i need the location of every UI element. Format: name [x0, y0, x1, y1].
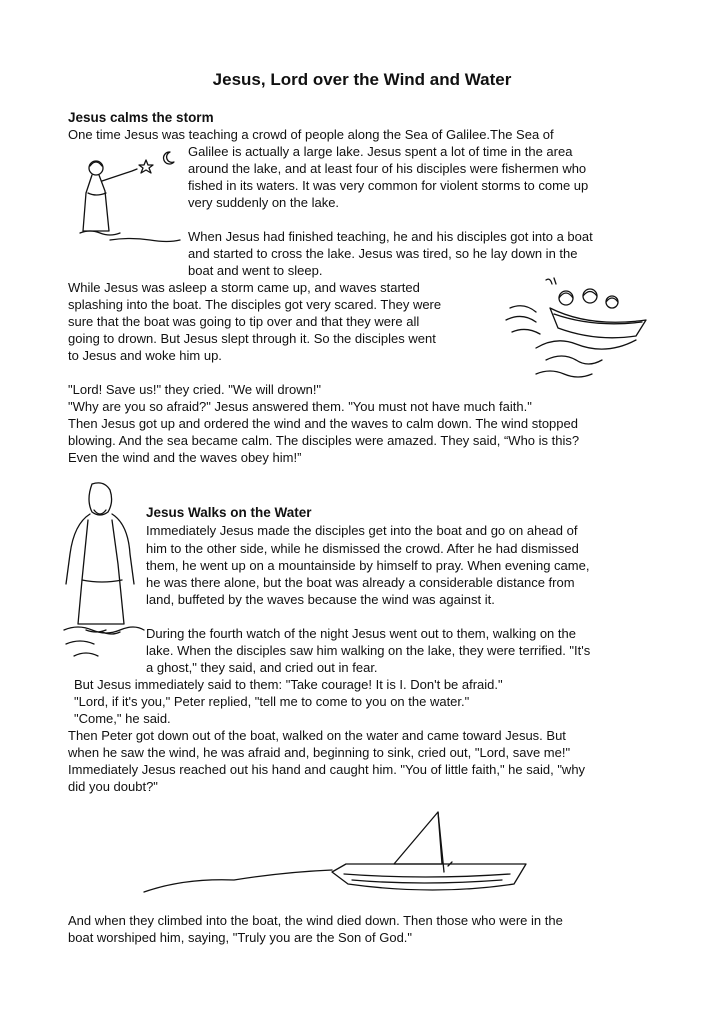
- text-line: Even the wind and the waves obey him!”: [68, 450, 302, 465]
- storm-boat-illustration: [506, 278, 656, 382]
- jesus-walking-illustration: [62, 480, 146, 660]
- text-line: to Jesus and woke him up.: [68, 348, 222, 363]
- text-line: blowing. And the sea became calm. The disciples were amazed. They said, “Who is this?: [68, 433, 580, 448]
- text-line: going to drown. But Jesus slept through it. So the disciples went: [68, 331, 436, 346]
- text-line: boat and went to sleep.: [188, 263, 323, 278]
- text-line: "Lord, if it's you," Peter replied, "tell me to come to you on the water.": [74, 694, 470, 709]
- text-line: Immediately Jesus reached out his hand and caught him. "You of little faith," he said, "why: [68, 762, 586, 777]
- text-line: Then Jesus got up and ordered the wind and the waves to calm down. The wind stopped: [68, 416, 578, 431]
- text-line: "Lord! Save us!" they cried. "We will drown!": [68, 382, 322, 397]
- text-line: splashing into the boat. The disciples got very scared. They were: [68, 297, 442, 312]
- text-line: lake. When the disciples saw him walking on the lake, they were terrified. "It's: [146, 643, 591, 658]
- text-line: Galilee is actually a large lake. Jesus spent a lot of time in the area: [188, 144, 573, 159]
- page-title: Jesus, Lord over the Wind and Water: [212, 70, 512, 89]
- text-line: and started to cross the lake. Jesus was tired, so he lay down in the: [188, 246, 578, 261]
- text-line: did you doubt?": [68, 779, 158, 794]
- text-line: Then Peter got down out of the boat, walked on the water and came toward Jesus. But: [68, 728, 566, 743]
- text-line: But Jesus immediately said to them: "Take courage! It is I. Don't be afraid.": [74, 677, 503, 692]
- text-line: them, he went up on a mountainside by himself to pray. When evening came,: [146, 558, 590, 573]
- text-line: boat worshiped him, saying, "Truly you are the Son of God.": [68, 930, 413, 945]
- text-line: Immediately Jesus made the disciples get into the boat and go on ahead of: [146, 523, 578, 538]
- text-line: When Jesus had finished teaching, he and his disciples got into a boat: [188, 229, 593, 244]
- text-line: fished in its waters. It was very common for violent storms to come up: [188, 178, 589, 193]
- text-line: when he saw the wind, he was afraid and, beginning to sink, cried out, "Lord, save me!": [68, 745, 571, 760]
- text-line: "Come," he said.: [74, 711, 171, 726]
- sailboat-illustration: [144, 808, 564, 896]
- text-line: around the lake, and at least four of his disciples were fishermen who: [188, 161, 587, 176]
- text-line: sure that the boat was going to tip over and that they were all: [68, 314, 420, 329]
- text-line: One time Jesus was teaching a crowd of people along the Sea of Galilee.The Sea of: [68, 127, 554, 142]
- text-line: And when they climbed into the boat, the wind died down. Then those who were in the: [68, 913, 563, 928]
- text-line: very suddenly on the lake.: [188, 195, 340, 210]
- text-line: While Jesus was asleep a storm came up, and waves started: [68, 280, 420, 295]
- text-line: land, buffeted by the waves because the wind was against it.: [146, 592, 495, 607]
- text-line: During the fourth watch of the night Jesus went out to them, walking on the: [146, 626, 576, 641]
- text-line: him to the other side, while he dismissed the crowd. After he had dismissed: [146, 541, 579, 556]
- text-line: "Why are you so afraid?" Jesus answered them. "You must not have much faith.": [68, 399, 532, 414]
- text-line: he was there alone, but the boat was already a considerable distance from: [146, 575, 575, 590]
- section-heading-calms-storm: Jesus calms the storm: [68, 110, 214, 125]
- jesus-teaching-illustration: [70, 148, 188, 268]
- text-line: a ghost," they said, and cried out in fear.: [146, 660, 378, 675]
- section-heading-walks-on-water: Jesus Walks on the Water: [146, 505, 312, 520]
